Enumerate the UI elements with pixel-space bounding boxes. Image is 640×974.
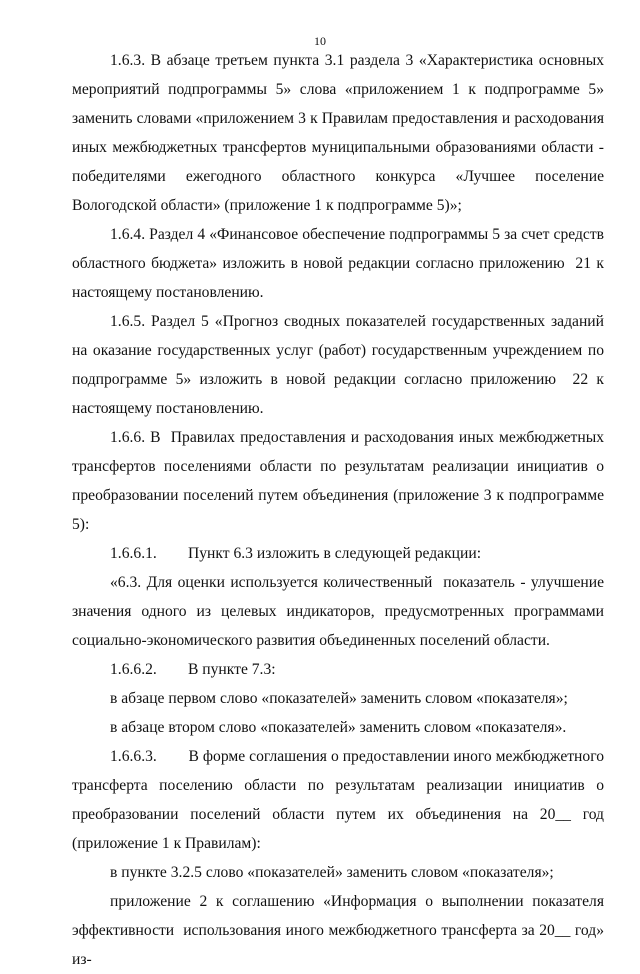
paragraph-1-6-6: 1.6.6. В Правилах предоставления и расходования иных межбюджетных трансфертов поселениями области по результатам реализации инициатив о преобразовании поселений путем объединения (приложение 3 к подпрограмме 5): [72, 429, 608, 533]
document-body [72, 46, 608, 974]
paragraph-second-abzac: в абзаце втором слово «показателей» заменить словом «показателя». [110, 719, 567, 736]
paragraph-punkt-3-2-5: в пункте 3.2.5 слово «показателей» заменить словом «показателя»; [110, 864, 554, 881]
paragraph-1-6-6-2: 1.6.6.2. В пункте 7.3: [110, 661, 276, 678]
paragraph-1-6-4: 1.6.4. Раздел 4 «Финансовое обеспечение подпрограммы 5 за счет средств областного бюджета» изложить в новой редакции согласно приложению 21 к настоящему постановлению. [72, 226, 608, 301]
paragraph-prilozhenie-2: приложение 2 к соглашению «Информация о выполнении показателя эффективности использования иного межбюджетного трансферта за 20__ год» из- [72, 893, 608, 968]
paragraph-quote-6-3: «6.3. Для оценки используется количественный показатель - улучшение значения одного из целевых индикаторов, предусмотренных программами социально-экономического развития объединенных поселений области. [72, 574, 608, 649]
paragraph-1-6-6-1: 1.6.6.1. Пункт 6.3 изложить в следующей редакции: [110, 545, 482, 562]
paragraph-1-6-3: 1.6.3. В абзаце третьем пункта 3.1 раздела 3 «Характеристика основных мероприятий подпрограммы 5» слова «приложением 1 к подпрограмме 5» заменить словами «приложением 3 к Правилам предоставления и расходования иных межбюджетных трансфертов муниципальными образованиями области - победителями ежегодного областного конкурса «Лучшее поселение Вологодской области» (приложение 1 к подпрограмме 5)»; [72, 52, 608, 214]
page-number: 10 [314, 34, 326, 48]
paragraph-1-6-6-3: 1.6.6.3. В форме соглашения о предоставлении иного межбюджетного трансферта поселению области по результатам реализации инициатив о преобразовании поселений области путем их объединения на 20__ год (приложение 1 к Правилам): [72, 748, 608, 852]
paragraph-1-6-5: 1.6.5. Раздел 5 «Прогноз сводных показателей государственных заданий на оказание государственных услуг (работ) государственным учреждением по подпрограмме 5» изложить в новой редакции согласно приложению 22 к настоящему постановлению. [72, 313, 608, 417]
paragraph-first-abzac: в абзаце первом слово «показателей» заменить словом «показателя»; [110, 690, 568, 707]
